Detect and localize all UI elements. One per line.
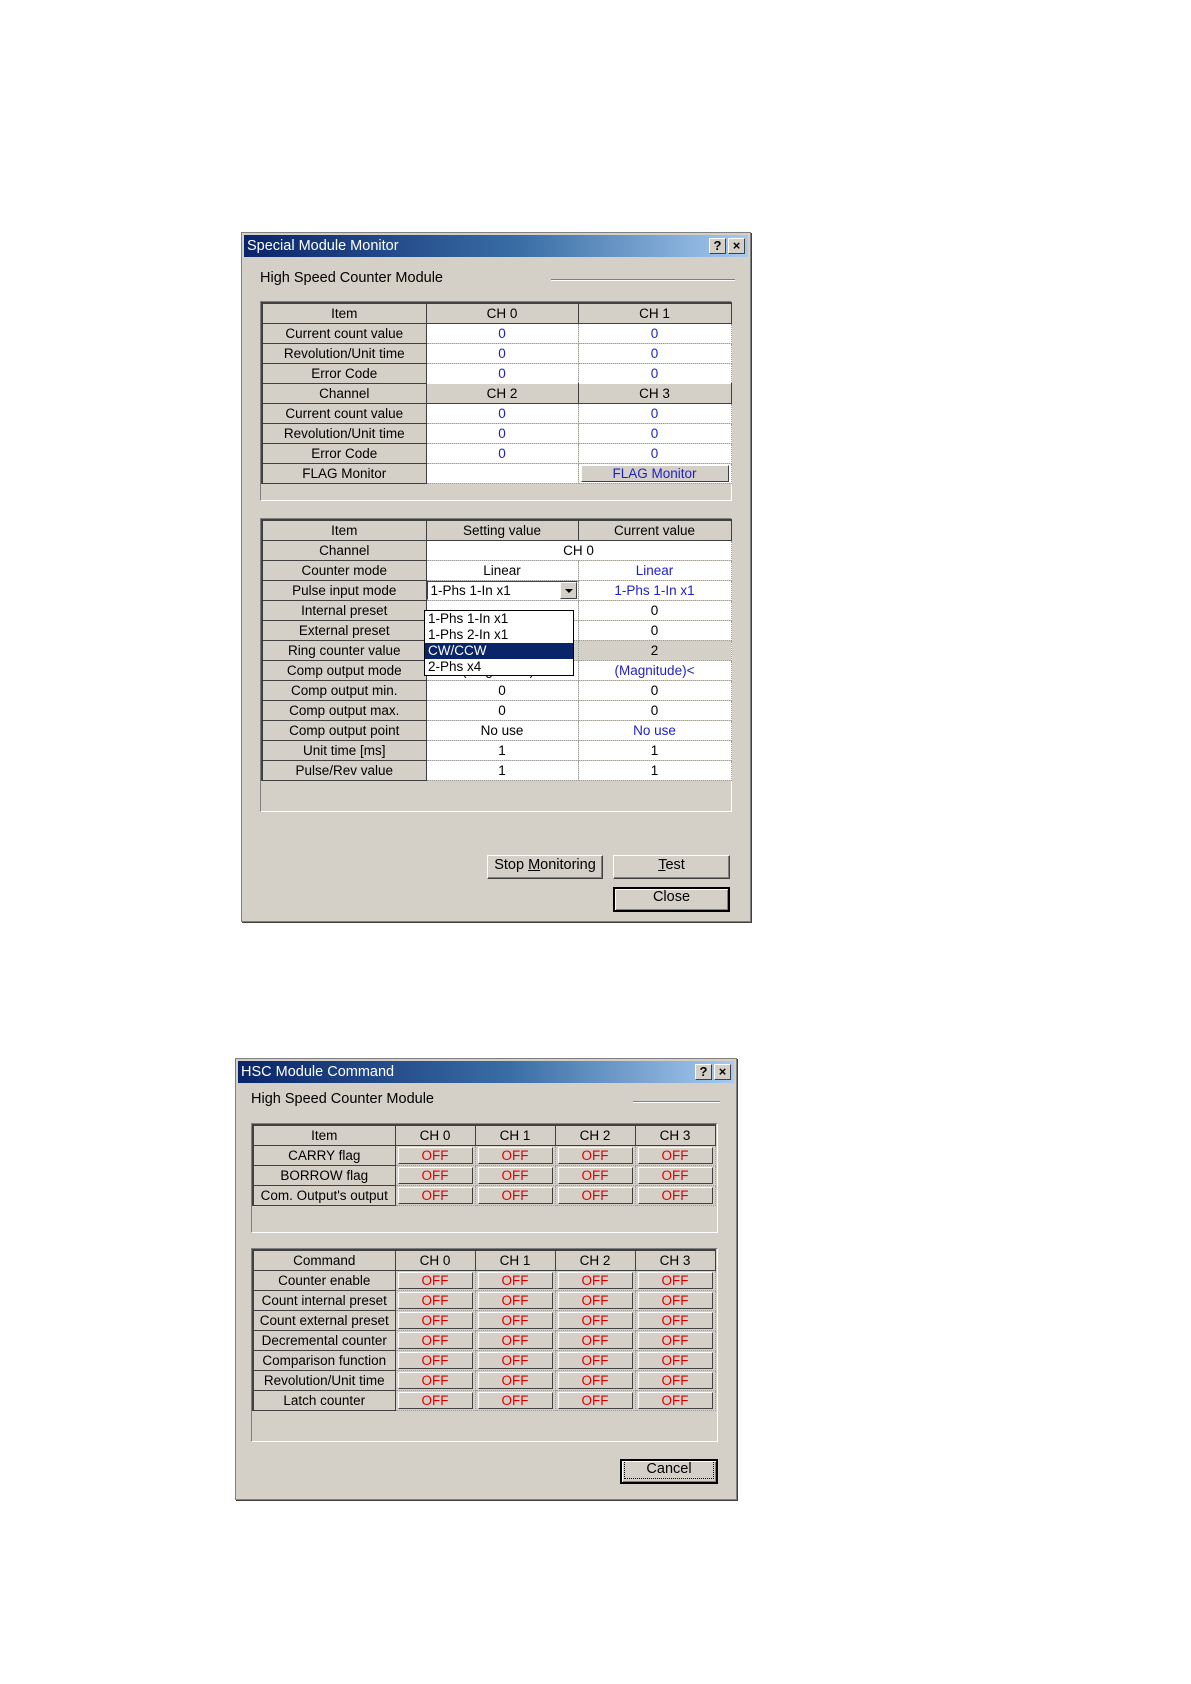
dropdown-option[interactable]: 2-Phs x4 [428, 659, 482, 674]
setting-cell[interactable]: 0 [426, 700, 578, 720]
command-cell [395, 1310, 475, 1330]
cancel-button[interactable]: Cancel [620, 1459, 718, 1484]
off-toggle[interactable]: OFF [558, 1312, 633, 1329]
command-cell [635, 1330, 715, 1350]
table-cell-empty [426, 463, 578, 483]
monitor-window-title: Special Module Monitor [247, 238, 399, 254]
off-toggle[interactable]: OFF [558, 1292, 633, 1309]
off-toggle[interactable]: OFF [638, 1372, 713, 1389]
table-row [253, 1390, 715, 1410]
row-label: Latch counter [253, 1390, 395, 1410]
off-toggle[interactable]: OFF [558, 1272, 633, 1289]
comp-output-mode-current: (Magnitude)< [578, 660, 731, 680]
dropdown-option-selected[interactable]: CW/CCW [425, 643, 573, 659]
off-toggle[interactable]: OFF [638, 1167, 713, 1184]
monitor-group-title: High Speed Counter Module [260, 270, 443, 286]
header-ch0: CH 0 [395, 1125, 475, 1145]
table-header-row [253, 1125, 715, 1145]
internal-preset-current: 0 [578, 600, 731, 620]
table-cell: 0 [578, 363, 731, 383]
table-row [262, 403, 731, 423]
row-label: Current count value [262, 403, 426, 423]
hsc-flags-table [252, 1124, 716, 1206]
header-item: Item [262, 303, 426, 323]
command-cell [475, 1370, 555, 1390]
off-toggle[interactable]: OFF [638, 1292, 713, 1309]
command-cell [555, 1270, 635, 1290]
row-label: External preset [262, 620, 426, 640]
external-preset-current: 0 [578, 620, 731, 640]
row-label: FLAG Monitor [262, 463, 426, 483]
row-label: Unit time [ms] [262, 740, 426, 760]
header-ch1: CH 1 [475, 1125, 555, 1145]
flag-cell [555, 1185, 635, 1205]
off-toggle[interactable]: OFF [398, 1147, 473, 1164]
header-ch2: CH 2 [555, 1250, 635, 1270]
off-toggle[interactable]: OFF [398, 1392, 473, 1409]
off-toggle[interactable]: OFF [478, 1352, 553, 1369]
chevron-down-icon[interactable] [560, 582, 577, 599]
setting-cell[interactable]: No use [426, 720, 578, 740]
command-cell [475, 1270, 555, 1290]
row-label: Channel [262, 383, 426, 403]
table-row [253, 1370, 715, 1390]
dropdown-option[interactable]: 1-Phs 1-In x1 [428, 611, 509, 626]
row-label: Current count value [262, 323, 426, 343]
row-label: Comp output mode [262, 660, 426, 680]
flag-cell [475, 1145, 555, 1165]
table-row [262, 760, 731, 780]
header-ch1: CH 1 [475, 1250, 555, 1270]
hsc-title-bar[interactable] [238, 1061, 734, 1083]
table-cell: 0 [578, 423, 731, 443]
row-label: Internal preset [262, 600, 426, 620]
hsc-window-title: HSC Module Command [241, 1064, 395, 1080]
table-header-row [262, 303, 731, 323]
table-cell: 0 [426, 423, 578, 443]
table-row [262, 580, 731, 600]
header-ch2: CH 2 [426, 383, 578, 403]
flag-cell [475, 1185, 555, 1205]
off-toggle[interactable]: OFF [398, 1187, 473, 1204]
command-cell [635, 1270, 715, 1290]
flag-cell [635, 1165, 715, 1185]
command-cell [395, 1330, 475, 1350]
flag-cell [475, 1165, 555, 1185]
table-row [253, 1270, 715, 1290]
header-ch3: CH 3 [578, 383, 731, 403]
row-label: BORROW flag [253, 1165, 395, 1185]
table-cell: 0 [426, 403, 578, 423]
pulse-input-current: 1-Phs 1-In x1 [578, 580, 731, 600]
row-label: Count external preset [253, 1310, 395, 1330]
off-toggle[interactable]: OFF [638, 1147, 713, 1164]
channel-header-row [262, 383, 731, 403]
row-label: Counter enable [253, 1270, 395, 1290]
table-cell: 0 [426, 343, 578, 363]
off-toggle[interactable]: OFF [398, 1332, 473, 1349]
off-toggle[interactable]: OFF [558, 1392, 633, 1409]
command-cell [555, 1330, 635, 1350]
row-label: Comp output min. [262, 680, 426, 700]
off-toggle[interactable]: OFF [478, 1167, 553, 1184]
off-toggle[interactable]: OFF [558, 1332, 633, 1349]
command-cell [635, 1370, 715, 1390]
header-ch0: CH 0 [426, 303, 578, 323]
command-cell [555, 1350, 635, 1370]
row-label: Channel [262, 540, 426, 560]
row-label: Com. Output's output [253, 1185, 395, 1205]
table-header-row [262, 520, 731, 540]
header-ch3: CH 3 [635, 1250, 715, 1270]
flag-cell [395, 1185, 475, 1205]
row-label: Decremental counter [253, 1330, 395, 1350]
table-row [262, 680, 731, 700]
off-toggle[interactable]: OFF [398, 1167, 473, 1184]
setting-cell[interactable]: 1 [426, 760, 578, 780]
table-row [253, 1165, 715, 1185]
flag-monitor-button[interactable]: FLAG Monitor [581, 465, 729, 482]
pulse-input-cell [426, 580, 578, 600]
header-ch1: CH 1 [578, 303, 731, 323]
off-toggle[interactable]: OFF [398, 1312, 473, 1329]
command-cell [635, 1350, 715, 1370]
off-toggle[interactable]: OFF [478, 1312, 553, 1329]
command-cell [555, 1390, 635, 1410]
command-cell [475, 1330, 555, 1350]
ring-counter-current: 2 [578, 640, 731, 660]
off-toggle[interactable]: OFF [398, 1352, 473, 1369]
off-toggle[interactable]: OFF [478, 1292, 553, 1309]
setting-cell[interactable]: 1 [426, 740, 578, 760]
command-cell [395, 1270, 475, 1290]
table-row [262, 343, 731, 363]
table-cell: 0 [578, 403, 731, 423]
off-toggle[interactable]: OFF [478, 1372, 553, 1389]
current-cell: 0 [578, 680, 731, 700]
row-label: Pulse input mode [262, 580, 426, 600]
row-label: Comparison function [253, 1350, 395, 1370]
row-label: CARRY flag [253, 1145, 395, 1165]
current-cell: 0 [578, 700, 731, 720]
table-cell: 0 [578, 323, 731, 343]
row-label: Pulse/Rev value [262, 760, 426, 780]
table-cell: 0 [426, 363, 578, 383]
header-item: Item [253, 1125, 395, 1145]
current-cell: No use [578, 720, 731, 740]
off-toggle[interactable]: OFF [638, 1352, 713, 1369]
help-icon[interactable]: ? [695, 1064, 712, 1080]
header-ch0: CH 0 [395, 1250, 475, 1270]
command-cell [475, 1290, 555, 1310]
close-icon[interactable]: × [728, 238, 745, 254]
flag-cell [635, 1185, 715, 1205]
header-setting-value: Setting value [426, 520, 578, 540]
table-row [262, 700, 731, 720]
table-row [253, 1310, 715, 1330]
table-cell: 0 [426, 443, 578, 463]
flag-cell [555, 1165, 635, 1185]
test-button[interactable]: Test [613, 855, 730, 879]
command-cell [475, 1390, 555, 1410]
table-row [262, 363, 731, 383]
header-command: Command [253, 1250, 395, 1270]
off-toggle[interactable]: OFF [478, 1392, 553, 1409]
header-ch2: CH 2 [555, 1125, 635, 1145]
off-toggle[interactable]: OFF [638, 1187, 713, 1204]
command-cell [635, 1290, 715, 1310]
off-toggle[interactable]: OFF [638, 1392, 713, 1409]
off-toggle[interactable]: OFF [398, 1272, 473, 1289]
off-toggle[interactable]: OFF [478, 1187, 553, 1204]
table-row [262, 720, 731, 740]
table-row [262, 323, 731, 343]
close-icon[interactable]: × [714, 1064, 731, 1080]
counter-mode-setting[interactable]: Linear [426, 560, 578, 580]
flag-cell [395, 1165, 475, 1185]
command-cell [635, 1310, 715, 1330]
current-cell: 1 [578, 740, 731, 760]
hsc-commands-table [252, 1249, 716, 1411]
command-cell [555, 1370, 635, 1390]
counter-mode-current: Linear [578, 560, 731, 580]
flag-monitor-cell [578, 463, 731, 483]
table-row [253, 1350, 715, 1370]
row-label: Revolution/Unit time [262, 343, 426, 363]
header-item: Item [262, 520, 426, 540]
flag-cell [395, 1145, 475, 1165]
off-toggle[interactable]: OFF [638, 1312, 713, 1329]
table-row [262, 423, 731, 443]
off-toggle[interactable]: OFF [558, 1372, 633, 1389]
pulse-input-selected-value: 1-Phs 1-In x1 [430, 582, 511, 598]
off-toggle[interactable]: OFF [558, 1352, 633, 1369]
row-label: Revolution/Unit time [262, 423, 426, 443]
hsc-module-command-dialog [235, 1058, 737, 1500]
flag-cell [635, 1145, 715, 1165]
pulse-input-mode-dropdown [424, 610, 574, 676]
off-toggle[interactable]: OFF [398, 1292, 473, 1309]
off-toggle[interactable]: OFF [398, 1372, 473, 1389]
special-module-monitor-dialog [241, 232, 751, 922]
dropdown-option[interactable]: 1-Phs 2-In x1 [428, 627, 509, 642]
current-cell: 1 [578, 760, 731, 780]
table-row [262, 560, 731, 580]
group-divider [633, 1101, 720, 1103]
table-row [262, 463, 731, 483]
group-divider [551, 279, 735, 281]
table-cell: 0 [426, 323, 578, 343]
row-label: Error Code [262, 443, 426, 463]
command-cell [395, 1290, 475, 1310]
command-cell [555, 1310, 635, 1330]
table-row [262, 443, 731, 463]
table-header-row [253, 1250, 715, 1270]
row-label: Comp output max. [262, 700, 426, 720]
command-cell [475, 1310, 555, 1330]
off-toggle[interactable]: OFF [638, 1272, 713, 1289]
off-toggle[interactable]: OFF [638, 1332, 713, 1349]
channel-status-table [261, 302, 732, 484]
off-toggle[interactable]: OFF [478, 1147, 553, 1164]
table-row [253, 1185, 715, 1205]
row-label: Comp output point [262, 720, 426, 740]
command-cell [475, 1350, 555, 1370]
table-row [253, 1330, 715, 1350]
header-ch3: CH 3 [635, 1125, 715, 1145]
table-row [262, 740, 731, 760]
command-cell [635, 1390, 715, 1410]
pulse-input-mode-select[interactable] [427, 581, 578, 600]
table-cell: 0 [578, 443, 731, 463]
monitor-title-bar[interactable] [244, 235, 748, 257]
off-toggle[interactable]: OFF [478, 1332, 553, 1349]
setting-cell[interactable]: 0 [426, 680, 578, 700]
row-label: Error Code [262, 363, 426, 383]
row-label: Ring counter value [262, 640, 426, 660]
flag-cell [555, 1145, 635, 1165]
command-cell [395, 1350, 475, 1370]
help-icon[interactable]: ? [709, 238, 726, 254]
close-button[interactable]: Close [613, 887, 730, 912]
row-label: Revolution/Unit time [253, 1370, 395, 1390]
command-cell [395, 1370, 475, 1390]
hsc-group-title: High Speed Counter Module [251, 1091, 434, 1107]
row-label: Counter mode [262, 560, 426, 580]
row-label: Count internal preset [253, 1290, 395, 1310]
command-cell [555, 1290, 635, 1310]
off-toggle[interactable]: OFF [558, 1187, 633, 1204]
off-toggle[interactable]: OFF [558, 1167, 633, 1184]
header-current-value: Current value [578, 520, 731, 540]
table-cell: 0 [578, 343, 731, 363]
table-row [262, 540, 731, 560]
off-toggle[interactable]: OFF [478, 1272, 553, 1289]
channel-value: CH 0 [426, 540, 731, 560]
table-row [253, 1145, 715, 1165]
command-cell [395, 1390, 475, 1410]
stop-monitoring-button[interactable]: Stop Monitoring [487, 855, 603, 879]
table-row [253, 1290, 715, 1310]
off-toggle[interactable]: OFF [558, 1147, 633, 1164]
